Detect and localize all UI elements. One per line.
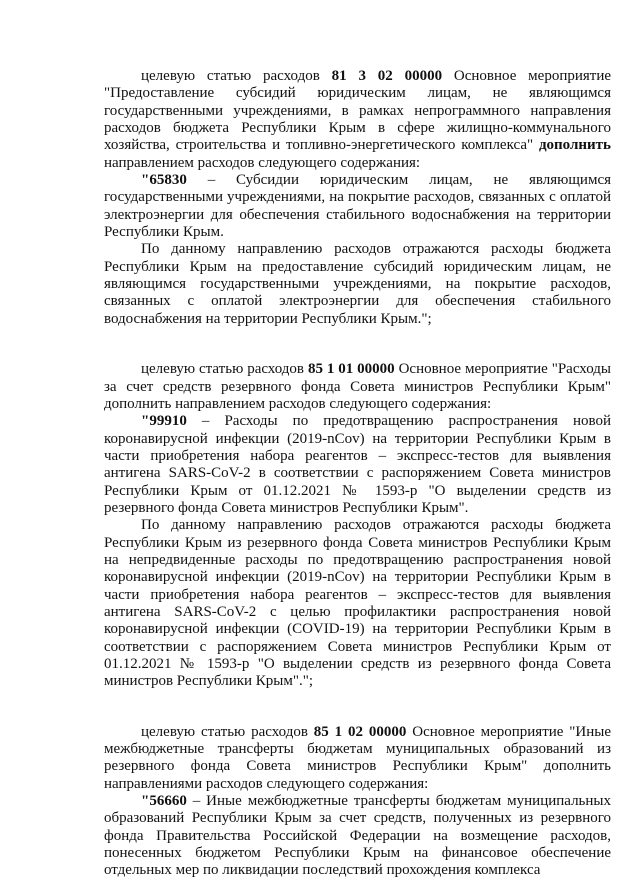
target-code: 85 1 01 00000 — [307, 361, 395, 378]
expense-code: 56660 — [149, 793, 187, 810]
section-1-item: "65830 – Субсидии юридическим лицам, не являющимся государственными учреждениями, на покрытие расходов, связанных с оплатой электроэнергии для обеспечения стабильного водоснабжения на территории Республики Крым. — [104, 172, 611, 241]
document-page — [104, 68, 611, 880]
section-3-item: "56660 – Иные межбюджетные трансферты бюджетам муниципальных образований Республики Крым за счет средств, полученных из резервного фонда Правительства Российской Федерации на возмещение расходов, понесенных бюджетом Республики Крым на финансовое обеспечение отдельных мер по ликвидации последствий прохождения комплекса — [104, 793, 611, 879]
section-3-intro: целевую статью расходов 85 1 02 00000 Основное мероприятие "Иные межбюджетные трансферты бюджетам муниципальных образований из резервного фонда Совета министров Республики Крым" дополнить направлениями расходов следующего содержания: — [104, 723, 612, 792]
section-2-intro: целевую статью расходов 85 1 01 00000 Основное мероприятие "Расходы за счет средств резервного фонда Совета министров Республики Крым" дополнить направлением расходов следующего содержания: — [104, 361, 612, 412]
action-verb: дополнить — [538, 137, 611, 154]
section-gap — [104, 328, 611, 361]
section-1-note: По данному направлению расходов отражаются расходы бюджета Республики Крым на предоставление субсидий юридическим лицам, не являющимся государственными учреждениями, на покрытие расходов, связанных с оплатой электроэнергии для обеспечения стабильного водоснабжения на территории Республики Крым."; — [104, 241, 611, 327]
section-2-note: По данному направлению расходов отражаются расходы бюджета Республики Крым из резервного фонда Совета министров Республики Крым на непредвиденные расходы по предотвращению распространения новой коронавирусной инфекции (2019-nCov) на территории Республики Крым в части приобретения набора реагентов – экспресс-тестов для выявления антигена SARS-CoV-2 с целью профилактики распространения новой коронавирусной инфекции (COVID-19) на территории Республики Крым в соответствии с распоряжением Совета министров Республики Крым от 01.12.2021 № 1593-р "О выделении средств из резервного фонда Совета министров Республики Крым"."; — [104, 517, 611, 690]
section-1-intro: целевую статью расходов 81 3 02 00000 Основное мероприятие "Предоставление субсидий юридическим лицам, не являющимся государственными учреждениями, в рамках непрограммного направления расходов бюджета Республики Крым в сфере жилищно-коммунального хозяйства, строительства и топливно-энергетического комплекса" дополнить направлением расходов следующего содержания: — [104, 68, 612, 171]
target-code: 85 1 02 00000 — [313, 723, 407, 740]
section-gap — [104, 691, 611, 724]
expense-code: 99910 — [149, 413, 187, 430]
target-code: 81 3 02 00000 — [331, 68, 443, 84]
section-2-item: "99910 – Расходы по предотвращению распространения новой коронавирусной инфекции (2019-nCov) на территории Республики Крым в части приобретения набора реагентов – экспресс-тестов для выявления антигена SARS-CoV-2 в соответствии с распоряжением Совета министров Республики Крым от 01.12.2021 № 1593-р "О выделении средств из резервного фонда Совета министров Республики Крым". — [104, 413, 611, 516]
expense-code: 65830 — [149, 172, 187, 189]
